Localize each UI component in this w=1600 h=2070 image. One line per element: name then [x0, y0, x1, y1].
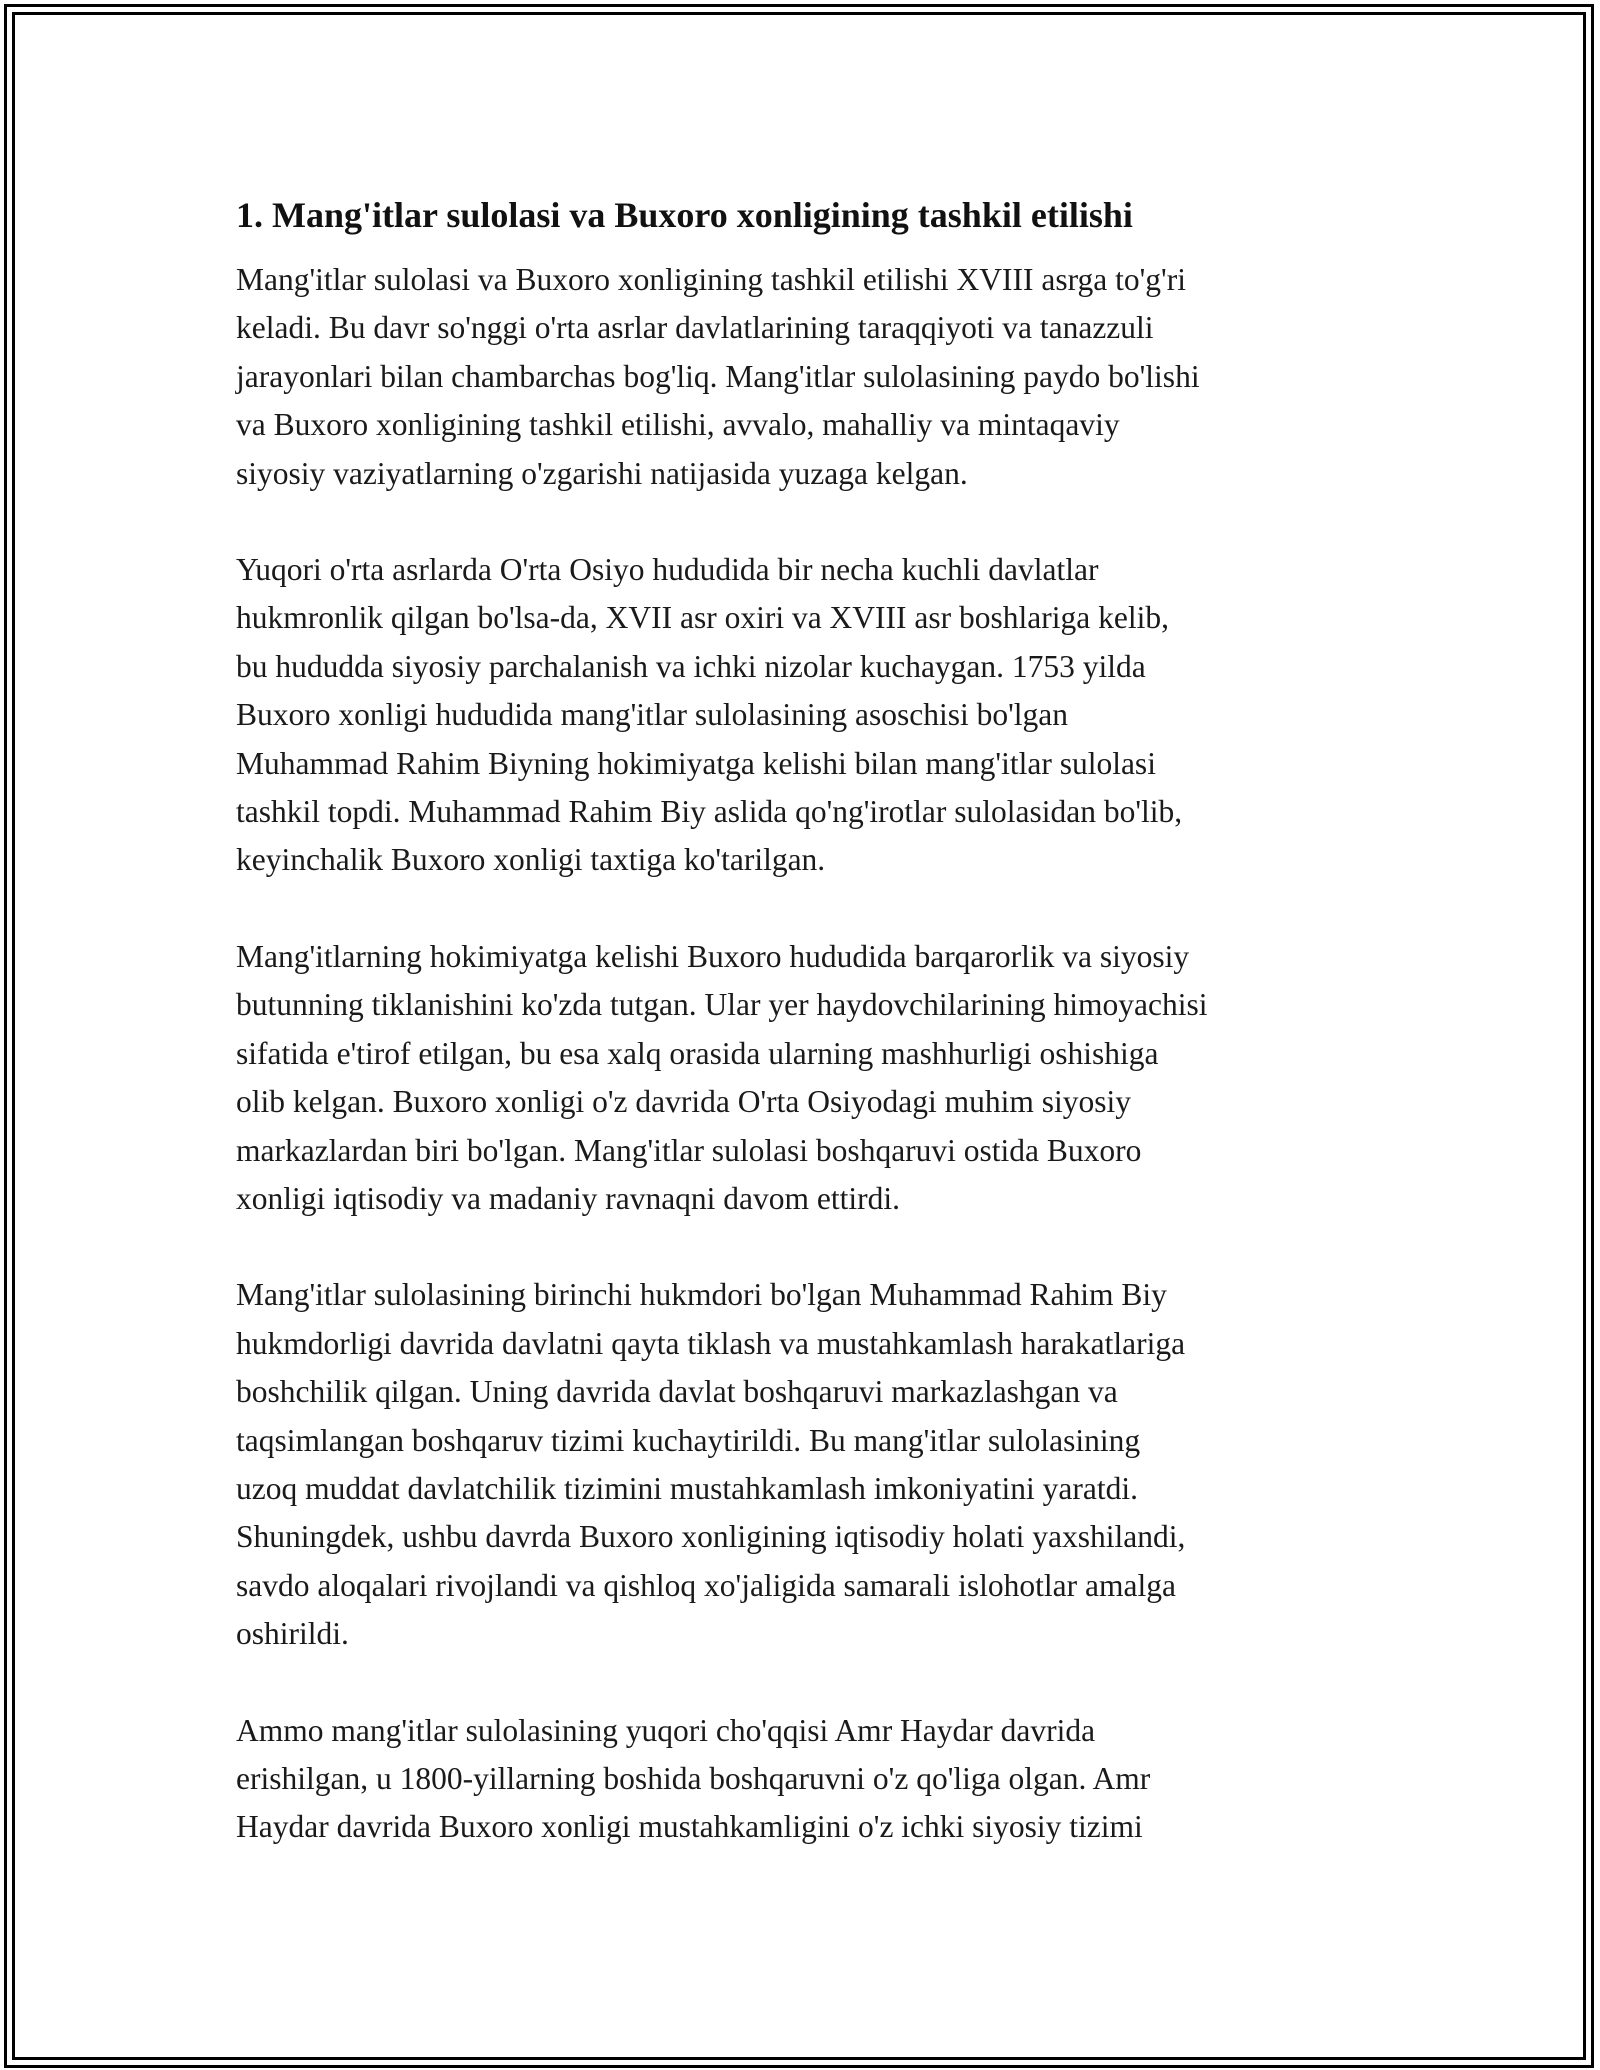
text-line: va Buxoro xonligining tashkil etilishi, avvalo, mahalliy va mintaqaviy [236, 407, 1120, 443]
text-line: Muhammad Rahim Biyning hokimiyatga kelishi bilan mang'itlar sulolasi [236, 745, 1156, 781]
text-line: jarayonlari bilan chambarchas bog'liq. Mang'itlar sulolasining paydo bo'lishi [236, 358, 1200, 394]
text-line: keladi. Bu davr so'nggi o'rta asrlar davlatlarining taraqqiyoti va tanazzuli [236, 310, 1154, 346]
document-heading: 1. Mang'itlar sulolasi va Buxoro xonligining tashkil etilishi [236, 195, 1133, 235]
text-line: butunning tiklanishini ko'zda tutgan. Ular yer haydovchilarining himoyachisi [236, 987, 1208, 1023]
text-line: Mang'itlar sulolasi va Buxoro xonligining tashkil etilishi XVIII asrga to'g'ri [236, 262, 1186, 297]
text-line: siyosiy vaziyatlarning o'zgarishi natijasida yuzaga kelgan. [236, 455, 968, 491]
text-line: bu hududda siyosiy parchalanish va ichki nizolar kuchaygan. 1753 yilda [236, 648, 1146, 684]
text-line: boshchilik qilgan. Uning davrida davlat boshqaruvi markazlashgan va [236, 1374, 1118, 1410]
text-line: keyinchalik Buxoro xonligi taxtiga ko'tarilgan. [236, 842, 826, 878]
text-line: savdo aloqalari rivojlandi va qishloq xo'jaligida samarali islohotlar amalga [236, 1567, 1176, 1603]
document-body [236, 188, 1386, 1900]
text-line: sifatida e'tirof etilgan, bu esa xalq orasida ularning mashhurligi oshishiga [236, 1035, 1159, 1071]
paragraph-1 [236, 256, 1386, 498]
paragraph-2 [236, 546, 1386, 885]
text-line: uzoq muddat davlatchilik tizimini mustahkamlash imkoniyatini yaratdi. [236, 1470, 1138, 1506]
text-line: Buxoro xonligi hududida mang'itlar sulolasining asoschisi bo'lgan [236, 697, 1069, 733]
text-line: Shuningdek, ushbu davrda Buxoro xonligining iqtisodiy holati yaxshilandi, [236, 1519, 1186, 1555]
text-line: tashkil topdi. Muhammad Rahim Biy aslida qo'ng'irotlar sulolasidan bo'lib, [236, 794, 1183, 830]
text-line: Mang'itlarning hokimiyatga kelishi Buxoro hududida barqarorlik va siyosiy [236, 938, 1190, 974]
text-line: oshirildi. [236, 1616, 349, 1652]
text-line: hukmdorligi davrida davlatni qayta tiklash va mustahkamlash harakatlariga [236, 1325, 1186, 1361]
text-line: olib kelgan. Buxoro xonligi o'z davrida O'rta Osiyodagi muhim siyosiy [236, 1084, 1131, 1120]
paragraph-4 [236, 1271, 1386, 1658]
text-line: hukmronlik qilgan bo'lsa-da, XVII asr oxiri va XVIII asr boshlariga kelib, [236, 600, 1169, 636]
paragraph-5 [236, 1707, 1386, 1852]
paragraph-3 [236, 933, 1386, 1223]
text-line: Haydar davrida Buxoro xonligi mustahkamligini o'z ichki siyosiy tizimi [236, 1809, 1143, 1845]
text-line: erishilgan, u 1800-yillarning boshida boshqaruvni o'z qo'liga olgan. Amr [236, 1760, 1151, 1796]
text-line: Ammo mang'itlar sulolasining yuqori cho'qqisi Amr Haydar davrida [236, 1712, 1096, 1748]
text-line: Mang'itlar sulolasining birinchi hukmdori bo'lgan Muhammad Rahim Biy [236, 1277, 1167, 1313]
text-line: taqsimlangan boshqaruv tizimi kuchaytirildi. Bu mang'itlar sulolasining [236, 1422, 1141, 1458]
text-line: markazlardan biri bo'lgan. Mang'itlar sulolasi boshqaruvi ostida Buxoro [236, 1132, 1142, 1168]
text-line: xonligi iqtisodiy va madaniy ravnaqni davom ettirdi. [236, 1180, 901, 1216]
text-line: Yuqori o'rta asrlarda O'rta Osiyo hududida bir necha kuchli davlatlar [236, 552, 1099, 588]
